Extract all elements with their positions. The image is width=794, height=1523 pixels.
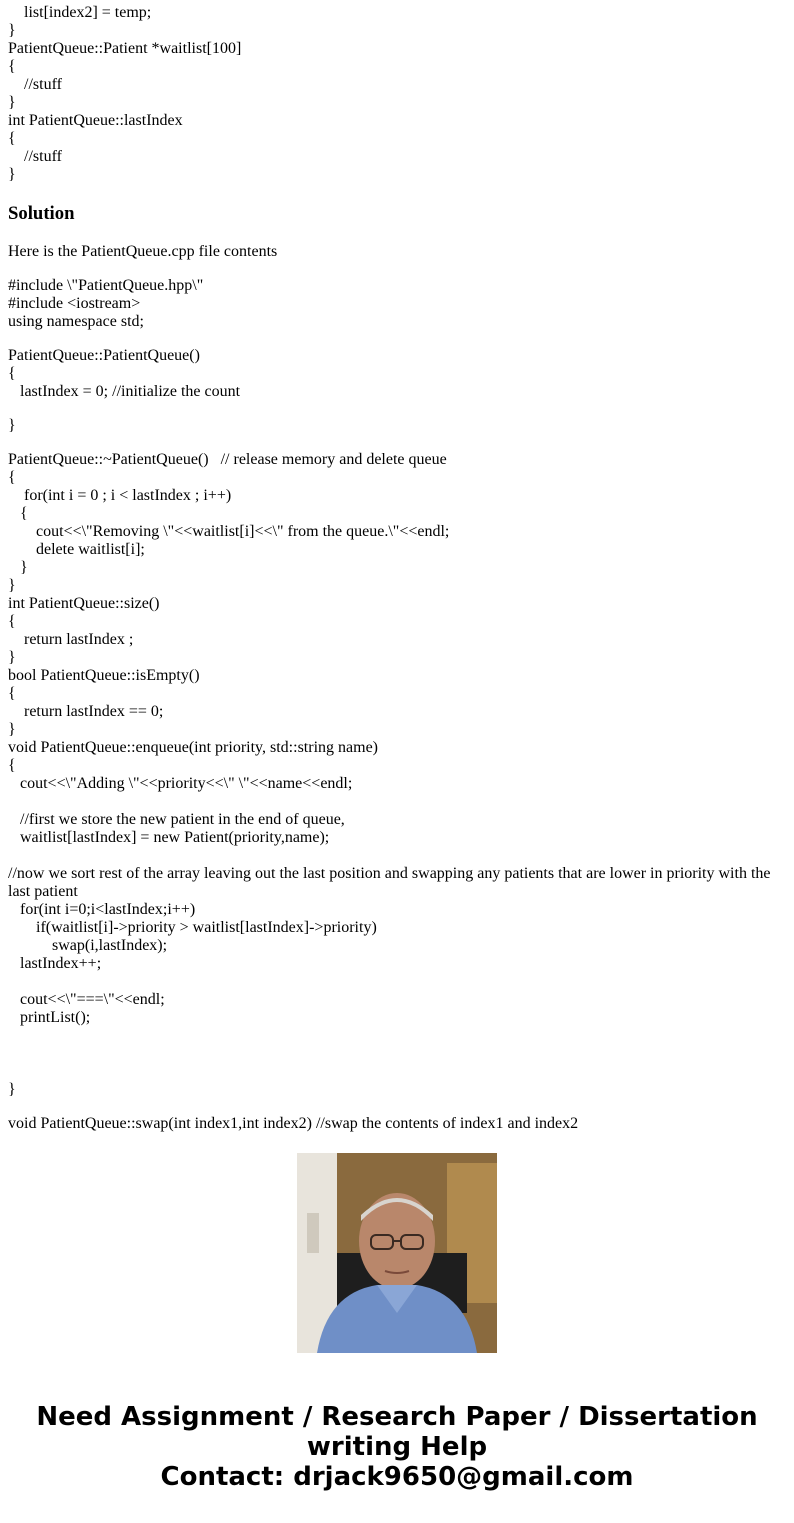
code-line: cout<<\"Removing \"<<waitlist[i]<<\" from the queue.\"<<endl; [8,523,450,540]
footer-banner [0,1402,794,1492]
code-line: printList(); [8,1009,91,1026]
code-line: { [8,613,16,630]
code-line: //now we sort rest of the array leaving out the last position and swapping any patients that are lower in priority with the last patient [8,865,771,900]
code-line: { [8,58,16,75]
code-line: lastIndex = 0; //initialize the count [8,383,241,400]
code-line: { [8,469,16,486]
code-line: { [8,757,16,774]
code-line: int PatientQueue::size() [8,595,160,612]
code-line: if(waitlist[i]->priority > waitlist[lastIndex]->priority) [8,919,377,936]
code-line: swap(i,lastIndex); [8,937,168,954]
code-line: cout<<\"Adding \"<<priority<<\" \"<<name<<endl; [8,775,353,792]
code-line: } [8,417,16,434]
solution-heading: Solution [8,203,75,224]
code-line: PatientQueue::PatientQueue() [8,347,200,364]
code-line: #include <iostream> [8,295,141,312]
author-photo [297,1153,497,1353]
code-line: //stuff [8,76,62,93]
code-line: for(int i=0;i<lastIndex;i++) [8,901,196,918]
code-line: return lastIndex == 0; [8,703,164,720]
help-text: Need Assignment / Research Paper / Dissertation writing Help [36,1402,758,1462]
code-line: cout<<\"===\"<<endl; [8,991,165,1008]
code-line: } [8,559,28,576]
contact-text: Contact: drjack9650@gmail.com [160,1462,634,1492]
code-line: } [8,94,16,111]
code-line: bool PatientQueue::isEmpty() [8,667,200,684]
code-line: void PatientQueue::enqueue(int priority, std::string name) [8,739,378,756]
code-line: } [8,1081,16,1098]
code-line: } [8,166,16,183]
code-line: //stuff [8,148,62,165]
code-line: #include \"PatientQueue.hpp\" [8,277,204,294]
code-line: list[index2] = temp; [8,4,152,21]
code-line: PatientQueue::Patient *waitlist[100] [8,40,242,57]
code-line: } [8,577,16,594]
code-line: void PatientQueue::swap(int index1,int index2) //swap the contents of index1 and index2 [8,1115,579,1132]
code-line: return lastIndex ; [8,631,134,648]
code-line: PatientQueue::~PatientQueue() // release memory and delete queue [8,451,447,468]
code-line: } [8,22,16,39]
portrait-image [297,1153,497,1353]
code-line: { [8,685,16,702]
code-line: delete waitlist[i]; [8,541,145,558]
intro-text: Here is the PatientQueue.cpp file contents [8,243,278,260]
code-line: } [8,721,16,738]
code-line: { [8,130,16,147]
code-line: using namespace std; [8,313,144,330]
code-line: { [8,365,16,382]
code-line: //first we store the new patient in the end of queue, [8,811,345,828]
code-line: lastIndex++; [8,955,102,972]
code-line: { [8,505,28,522]
code-line: } [8,649,16,666]
code-line: int PatientQueue::lastIndex [8,112,183,129]
code-line: for(int i = 0 ; i < lastIndex ; i++) [8,487,232,504]
code-line: waitlist[lastIndex] = new Patient(priority,name); [8,829,330,846]
